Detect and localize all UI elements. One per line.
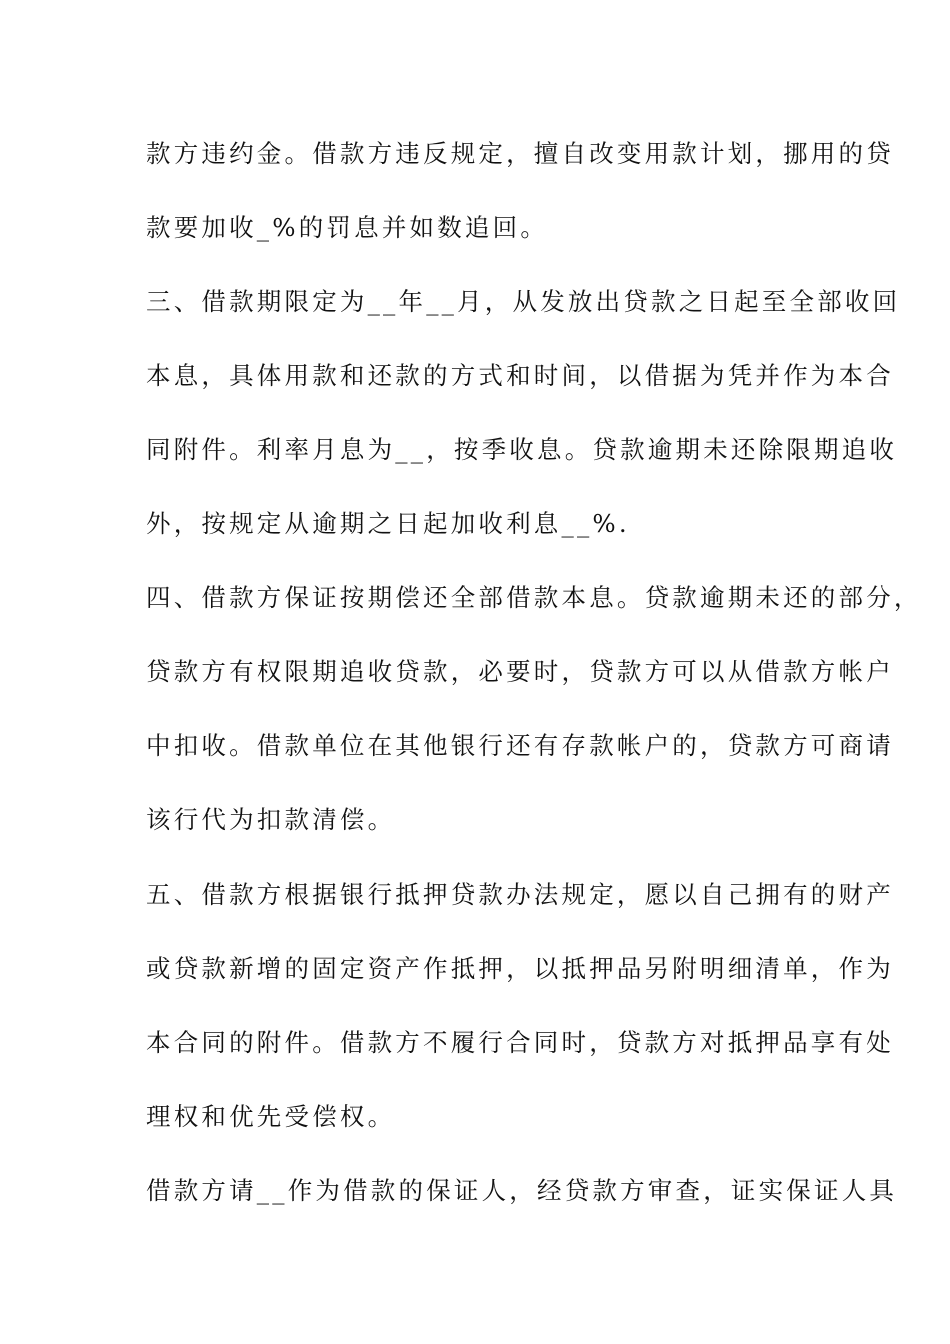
text-line: 三、借款期限定为__年__月，从发放出贷款之日起至全部收回 bbox=[146, 287, 901, 316]
text-line: 中扣收。借款单位在其他银行还有存款帐户的，贷款方可商请 bbox=[146, 731, 894, 760]
text-line: 该行代为扣款清偿。 bbox=[146, 805, 396, 834]
text-line: 或贷款新增的固定资产作抵押，以抵押品另附明细清单，作为 bbox=[146, 954, 894, 983]
text-line: 五、借款方根据银行抵押贷款办法规定，愿以自己拥有的财产 bbox=[146, 880, 894, 909]
text-line: 本合同的附件。借款方不履行合同时，贷款方对抵押品享有处 bbox=[146, 1028, 894, 1057]
text-line: 借款方请__作为借款的保证人，经贷款方审查，证实保证人具 bbox=[146, 1176, 898, 1205]
text-line: 四、借款方保证按期偿还全部借款本息。贷款逾期未还的部分， bbox=[146, 583, 922, 612]
text-line: 外，按规定从逾期之日起加收利息__%. bbox=[146, 509, 630, 538]
text-line: 本息，具体用款和还款的方式和时间，以借据为凭并作为本合 bbox=[146, 361, 894, 390]
text-line: 款要加收_%的罚息并如数追回。 bbox=[146, 213, 549, 242]
text-line: 理权和优先受偿权。 bbox=[146, 1102, 396, 1131]
text-line: 款方违约金。借款方违反规定，擅自改变用款计划，挪用的贷 bbox=[146, 139, 894, 168]
text-line: 同附件。利率月息为__，按季收息。贷款逾期未还除限期追收 bbox=[146, 435, 898, 464]
text-line: 贷款方有权限期追收贷款，必要时，贷款方可以从借款方帐户 bbox=[146, 657, 894, 686]
